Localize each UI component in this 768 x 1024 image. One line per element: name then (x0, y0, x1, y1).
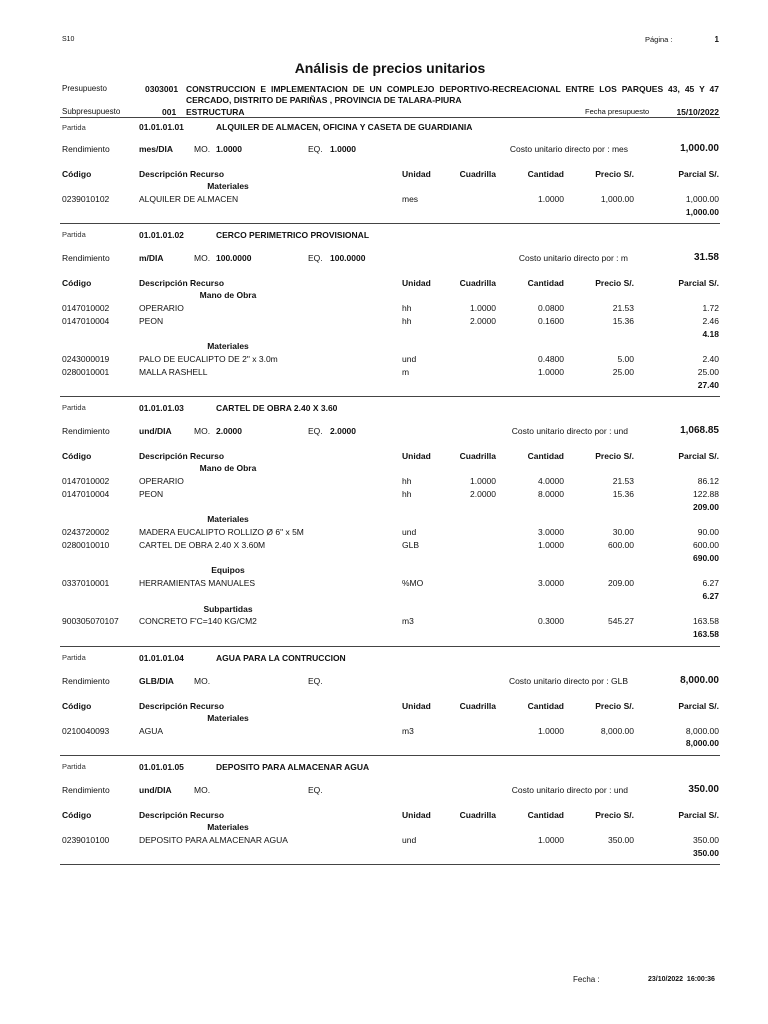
unit-cost-value: 8,000.00 (680, 674, 719, 686)
unit-cost-value: 350.00 (688, 784, 719, 795)
rendimiento-label: Rendimiento (62, 253, 110, 264)
software-label: S10 (62, 36, 75, 43)
partida-title-row (60, 118, 720, 137)
resource-codigo: 0337010001 (62, 578, 110, 588)
column-header-cuadrilla: Cuadrilla (459, 810, 496, 820)
column-header-unidad: Unidad (402, 278, 431, 289)
resource-group-label: Equipos (211, 565, 245, 576)
resource-group-label: Materiales (207, 822, 249, 832)
resource-descripcion: CONCRETO F'C=140 KG/CM2 (139, 616, 257, 627)
mo-label: MO. (194, 144, 211, 154)
partida-description: CERCO PERIMETRICO PROVISIONAL (216, 230, 370, 241)
resource-unidad: hh (402, 303, 412, 313)
resource-parcial: 1.72 (702, 303, 719, 313)
subtotal-row (60, 328, 720, 341)
column-header-descripcion: Descripción Recurso (139, 278, 225, 289)
resource-cantidad: 1.0000 (538, 834, 564, 845)
column-header-precio: Precio S/. (595, 810, 634, 820)
unit-cost-value: 1,068.85 (680, 425, 719, 437)
resource-unidad: %MO (402, 578, 424, 588)
resource-cuadrilla: 1.0000 (470, 303, 496, 313)
partida-description: ALQUILER DE ALMACEN, OFICINA Y CASETA DE GUARDIANIA (216, 122, 473, 132)
resource-precio: 25.00 (612, 366, 634, 377)
resource-group-label: Materiales (207, 712, 249, 723)
partida-section (60, 118, 720, 224)
partida-title-row (60, 756, 720, 778)
resource-group-label: Mano de Obra (199, 290, 257, 301)
rendimiento-unit: mes/DIA (139, 144, 174, 154)
unit-cost-label: Costo unitario directo por : und (511, 426, 628, 437)
column-header-cantidad: Cantidad (527, 451, 564, 462)
column-header-precio: Precio S/. (595, 700, 634, 711)
resource-descripcion: HERRAMIENTAS MANUALES (139, 578, 256, 588)
resource-unidad: und (402, 354, 417, 364)
resource-cuadrilla: 1.0000 (470, 476, 496, 486)
partida-description: DEPOSITO PARA ALMACENAR AGUA (216, 762, 370, 772)
fecha-presupuesto-label: Fecha presupuesto (585, 107, 650, 116)
partida-label: Partida (62, 230, 86, 240)
subtotal-value: 27.40 (697, 379, 719, 390)
resource-cantidad: 0.4800 (538, 354, 564, 364)
resource-descripcion: AGUA (139, 725, 164, 736)
resource-codigo: 0147010002 (62, 476, 110, 486)
rendimiento-unit: und/DIA (139, 426, 172, 437)
resource-cuadrilla: 2.0000 (470, 488, 496, 499)
column-header-cuadrilla: Cuadrilla (459, 700, 496, 711)
unit-cost-value: 31.58 (693, 252, 719, 264)
resource-precio: 21.53 (612, 303, 634, 313)
partida-description: AGUA PARA LA CONTRUCCION (216, 652, 346, 663)
resource-precio: 600.00 (608, 539, 634, 550)
partida-section (60, 756, 720, 865)
rendimiento-row (60, 669, 720, 693)
column-header-descripcion: Descripción Recurso (139, 810, 225, 820)
resource-group-row (60, 513, 720, 526)
subtotal-value: 8,000.00 (685, 738, 719, 749)
resource-precio: 545.27 (608, 616, 634, 627)
column-header-cuadrilla: Cuadrilla (459, 451, 496, 462)
fecha-presupuesto-value: 15/10/2022 (676, 107, 719, 117)
column-header-parcial: Parcial S/. (678, 810, 719, 820)
footer-datetime: 23/10/2022 16:00:36 (648, 976, 715, 983)
subtotal-row (60, 628, 720, 641)
resource-parcial: 90.00 (697, 527, 719, 537)
column-header-cantidad: Cantidad (527, 700, 564, 711)
mo-value: 1.0000 (216, 144, 242, 154)
partidas-list (60, 117, 720, 865)
subpresupuesto-code: 001 (162, 107, 177, 117)
resource-row (60, 315, 720, 328)
resource-row (60, 577, 720, 590)
resource-row (60, 539, 720, 552)
column-header-codigo: Código (62, 169, 92, 179)
resource-descripcion: PEON (139, 488, 164, 499)
resource-cantidad: 3.0000 (538, 578, 564, 588)
resource-precio: 1,000.00 (600, 193, 634, 204)
subtotal-value: 1,000.00 (685, 206, 719, 217)
column-header-parcial: Parcial S/. (678, 169, 719, 179)
column-header-descripcion: Descripción Recurso (139, 451, 225, 462)
resource-cantidad: 4.0000 (538, 476, 564, 486)
resource-cantidad: 3.0000 (538, 527, 564, 537)
column-header-precio: Precio S/. (595, 169, 634, 179)
subtotal-row (60, 590, 720, 603)
resource-parcial: 86.12 (697, 476, 719, 486)
mo-label: MO. (194, 675, 211, 686)
column-header-descripcion: Descripción Recurso (139, 700, 225, 711)
presupuesto-label: Presupuesto (62, 84, 107, 93)
subtotal-value: 163.58 (693, 629, 719, 639)
resource-row (60, 488, 720, 501)
column-header-codigo: Código (62, 700, 92, 711)
column-header-codigo: Código (62, 810, 92, 820)
partida-section (60, 397, 720, 647)
resource-unidad: und (402, 834, 417, 845)
unit-cost-label: Costo unitario directo por : m (518, 253, 628, 264)
resource-unidad: m (402, 366, 410, 377)
resource-row (60, 353, 720, 366)
partida-code: 01.01.01.02 (139, 230, 184, 241)
partida-title-row (60, 224, 720, 246)
partida-title-row (60, 647, 720, 669)
resource-descripcion: OPERARIO (139, 476, 184, 486)
resource-parcial: 600.00 (693, 539, 719, 550)
page-label: Página : (645, 35, 673, 44)
resource-row (60, 526, 720, 539)
subtotal-row (60, 737, 720, 750)
column-header-unidad: Unidad (402, 169, 431, 179)
column-header-row (60, 450, 720, 462)
report-title: Análisis de precios unitarios (294, 60, 486, 76)
resource-parcial: 163.58 (693, 616, 719, 627)
resource-cuadrilla: 2.0000 (470, 315, 496, 326)
column-header-codigo: Código (62, 451, 92, 462)
resource-group-row (60, 564, 720, 577)
rendimiento-label: Rendimiento (62, 426, 110, 437)
eq-label: EQ. (308, 144, 323, 154)
resource-group-label: Materiales (207, 181, 249, 191)
resource-row (60, 302, 720, 315)
resource-precio: 21.53 (612, 476, 634, 486)
unit-cost-label: Costo unitario directo por : und (511, 785, 628, 795)
resource-group-row (60, 340, 720, 353)
resource-parcial: 8,000.00 (685, 725, 719, 736)
eq-label: EQ. (308, 426, 323, 437)
resource-group-label: Mano de Obra (199, 463, 257, 474)
column-header-row (60, 277, 720, 289)
mo-value: 2.0000 (216, 426, 242, 437)
column-header-row (60, 700, 720, 712)
mo-label: MO. (194, 253, 211, 264)
resource-descripcion: PALO DE EUCALIPTO DE 2" x 3.0m (139, 354, 278, 364)
subpresupuesto-description: ESTRUCTURA (186, 107, 245, 117)
resource-group-label: Subpartidas (203, 603, 253, 614)
mo-value: 100.0000 (216, 253, 252, 264)
resource-codigo: 0147010004 (62, 315, 110, 326)
rendimiento-row (60, 419, 720, 443)
eq-label: EQ. (308, 253, 323, 264)
column-header-unidad: Unidad (402, 700, 431, 711)
presupuesto-description-line-1: CONSTRUCCION E IMPLEMENTACION DE UN COMPLEJO DEPORTIVO-RECREACIONAL ENTRE LOS PARQUES 43, 45 Y 47 (186, 84, 719, 94)
resource-precio: 209.00 (608, 578, 634, 588)
resource-unidad: und (402, 527, 417, 537)
resource-group-row (60, 603, 720, 616)
rendimiento-label: Rendimiento (62, 675, 110, 686)
resource-group-row (60, 462, 720, 475)
partida-code: 01.01.01.03 (139, 403, 184, 414)
resource-group-row (60, 289, 720, 302)
resource-unidad: hh (402, 476, 412, 486)
presupuesto-description-line-2: CERCADO, DISTRITO DE PARIÑAS , PROVINCIA DE TALARA-PIURA (186, 95, 462, 105)
resource-parcial: 1,000.00 (685, 193, 719, 204)
column-header-parcial: Parcial S/. (678, 700, 719, 711)
partida-label: Partida (62, 652, 86, 662)
resource-precio: 15.36 (612, 488, 634, 499)
resource-codigo: 0239010100 (62, 834, 110, 845)
resource-cantidad: 0.3000 (538, 616, 564, 627)
resource-descripcion: CARTEL DE OBRA 2.40 X 3.60M (139, 539, 266, 550)
partida-code: 01.01.01.05 (139, 762, 184, 772)
subtotal-value: 4.18 (702, 328, 719, 339)
resource-codigo: 0243720002 (62, 527, 110, 537)
column-header-codigo: Código (62, 278, 92, 289)
rendimiento-row (60, 246, 720, 270)
partida-label: Partida (62, 123, 86, 132)
resource-precio: 15.36 (612, 315, 634, 326)
column-header-row (60, 168, 720, 180)
resource-cantidad: 1.0000 (538, 193, 564, 204)
subtotal-row (60, 552, 720, 565)
resource-precio: 350.00 (608, 834, 634, 845)
resource-group-label: Materiales (207, 514, 249, 525)
resource-unidad: mes (402, 193, 419, 204)
resource-group-row (60, 180, 720, 193)
eq-value: 1.0000 (330, 144, 356, 154)
resource-parcial: 2.46 (702, 315, 719, 326)
partida-section (60, 647, 720, 756)
resource-precio: 30.00 (612, 527, 634, 537)
column-header-parcial: Parcial S/. (678, 278, 719, 289)
resource-precio: 8,000.00 (600, 725, 634, 736)
rendimiento-label: Rendimiento (62, 144, 110, 154)
resource-row (60, 366, 720, 379)
resource-cantidad: 1.0000 (538, 725, 564, 736)
rendimiento-unit: m/DIA (139, 253, 164, 264)
subtotal-value: 690.00 (693, 552, 719, 563)
eq-value: 2.0000 (330, 426, 356, 437)
subtotal-row (60, 847, 720, 860)
subtotal-row (60, 206, 720, 219)
resource-codigo: 0147010002 (62, 303, 110, 313)
resource-group-label: Materiales (207, 341, 249, 352)
resource-codigo: 900305070107 (62, 616, 119, 627)
resource-unidad: m3 (402, 725, 414, 736)
rendimiento-unit: GLB/DIA (139, 675, 174, 686)
column-header-cantidad: Cantidad (527, 169, 564, 179)
subtotal-row (60, 379, 720, 392)
resource-row (60, 193, 720, 206)
resource-codigo: 0280010001 (62, 366, 110, 377)
subtotal-value: 209.00 (693, 501, 719, 512)
resource-parcial: 350.00 (693, 834, 719, 845)
rendimiento-row (60, 778, 720, 802)
resource-row (60, 725, 720, 738)
resource-descripcion: MALLA RASHELL (139, 366, 208, 377)
resource-descripcion: ALQUILER DE ALMACEN (139, 193, 239, 204)
resource-unidad: GLB (402, 539, 420, 550)
subpresupuesto-label: Subpresupuesto (62, 107, 121, 116)
rendimiento-row (60, 137, 720, 161)
column-header-cantidad: Cantidad (527, 278, 564, 289)
resource-codigo: 0210040093 (62, 725, 110, 736)
resource-descripcion: MADERA EUCALIPTO ROLLIZO Ø 6" x 5M (139, 527, 304, 537)
resource-group-row (60, 712, 720, 725)
mo-label: MO. (194, 785, 211, 795)
resource-cantidad: 0.0800 (538, 303, 564, 313)
resource-cantidad: 1.0000 (538, 539, 564, 550)
footer-date-label: Fecha : (573, 975, 600, 984)
partida-section (60, 224, 720, 397)
subtotal-value: 350.00 (693, 847, 719, 858)
presupuesto-code: 0303001 (145, 84, 179, 94)
partida-title-row (60, 397, 720, 419)
eq-label: EQ. (308, 785, 323, 795)
resource-parcial: 25.00 (697, 366, 719, 377)
partida-label: Partida (62, 762, 86, 771)
subtotal-row (60, 501, 720, 514)
resource-codigo: 0239010102 (62, 193, 110, 204)
partida-label: Partida (62, 403, 86, 413)
resource-descripcion: DEPOSITO PARA ALMACENAR AGUA (139, 834, 288, 845)
unit-cost-label: Costo unitario directo por : mes (509, 144, 628, 154)
rendimiento-label: Rendimiento (62, 785, 110, 795)
resource-row (60, 615, 720, 628)
partida-description: CARTEL DE OBRA 2.40 X 3.60 (216, 403, 338, 414)
resource-cantidad: 1.0000 (538, 366, 564, 377)
resource-codigo: 0280010010 (62, 539, 110, 550)
mo-label: MO. (194, 426, 211, 437)
resource-row (60, 475, 720, 488)
resource-row (60, 834, 720, 847)
column-header-cuadrilla: Cuadrilla (459, 278, 496, 289)
column-header-unidad: Unidad (402, 810, 431, 820)
column-header-precio: Precio S/. (595, 451, 634, 462)
column-header-parcial: Parcial S/. (678, 451, 719, 462)
column-header-precio: Precio S/. (595, 278, 634, 289)
column-header-cuadrilla: Cuadrilla (459, 169, 496, 179)
partida-code: 01.01.01.01 (139, 122, 184, 132)
column-header-cantidad: Cantidad (527, 810, 564, 820)
partida-code: 01.01.01.04 (139, 652, 184, 663)
resource-unidad: hh (402, 315, 412, 326)
column-header-descripcion: Descripción Recurso (139, 169, 225, 179)
resource-cantidad: 0.1600 (538, 315, 564, 326)
eq-value: 100.0000 (330, 253, 366, 264)
resource-precio: 5.00 (617, 354, 634, 364)
resource-descripcion: PEON (139, 315, 164, 326)
resource-parcial: 6.27 (702, 578, 719, 588)
unit-cost-label: Costo unitario directo por : GLB (508, 675, 628, 686)
resource-cantidad: 8.0000 (538, 488, 564, 499)
resource-parcial: 2.40 (702, 354, 719, 364)
resource-unidad: hh (402, 488, 412, 499)
eq-label: EQ. (308, 675, 323, 686)
resource-group-row (60, 821, 720, 834)
resource-parcial: 122.88 (693, 488, 719, 499)
resource-unidad: m3 (402, 616, 414, 627)
column-header-unidad: Unidad (402, 451, 431, 462)
unit-cost-value: 1,000.00 (680, 143, 719, 154)
subtotal-value: 6.27 (702, 590, 719, 601)
page-number: 1 (714, 35, 719, 44)
resource-descripcion: OPERARIO (139, 303, 184, 313)
resource-codigo: 0147010004 (62, 488, 110, 499)
column-header-row (60, 809, 720, 821)
rendimiento-unit: und/DIA (139, 785, 172, 795)
resource-codigo: 0243000019 (62, 354, 110, 364)
